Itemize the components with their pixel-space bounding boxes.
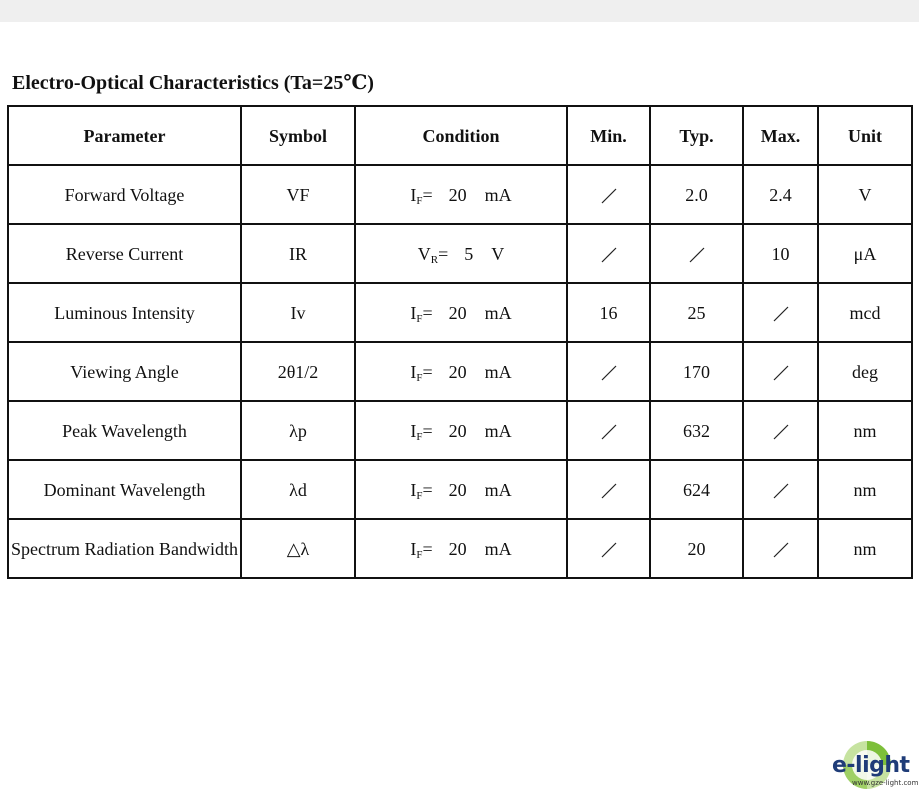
condition-symbol-subscript: F: [416, 548, 423, 561]
condition-symbol-subscript: R: [430, 253, 439, 266]
condition-unit: mA: [484, 420, 512, 441]
max-cell: [743, 342, 818, 401]
condition-symbol-letter: I: [410, 184, 417, 205]
header-typ: Typ.: [650, 106, 743, 165]
min-cell: [567, 519, 650, 578]
parameter-cell: Viewing Angle: [8, 342, 241, 401]
condition-unit: mA: [484, 361, 512, 382]
min-cell: [567, 460, 650, 519]
typ-cell: 624: [650, 460, 743, 519]
condition-unit: V: [491, 243, 505, 264]
condition-equals: =: [422, 420, 433, 441]
condition-symbol-letter: I: [410, 420, 417, 441]
min-cell: [567, 224, 650, 283]
unit-cell: V: [818, 165, 912, 224]
unit-cell: deg: [818, 342, 912, 401]
header-min: Min.: [567, 106, 650, 165]
typ-cell: 2.0: [650, 165, 743, 224]
condition-unit: mA: [484, 538, 512, 559]
min-cell: 16: [567, 283, 650, 342]
condition-unit: mA: [484, 184, 512, 205]
condition-cell: [355, 165, 567, 224]
symbol-cell: IR: [241, 224, 355, 283]
top-bar: [0, 0, 919, 22]
condition-equals: =: [438, 243, 449, 264]
characteristics-table: [7, 105, 913, 579]
unit-cell: nm: [818, 401, 912, 460]
not-specified-mark: [601, 188, 617, 204]
condition-equals: =: [422, 361, 433, 382]
condition-expression: [410, 302, 511, 324]
not-specified-mark: [773, 365, 789, 381]
symbol-cell: λp: [241, 401, 355, 460]
max-cell: [743, 283, 818, 342]
condition-symbol: [410, 184, 422, 206]
condition-value: 5: [464, 243, 474, 264]
header-symbol: Symbol: [241, 106, 355, 165]
symbol-cell: VF: [241, 165, 355, 224]
condition-value: 20: [448, 184, 467, 205]
max-cell: [743, 519, 818, 578]
page-title: Electro-Optical Characteristics (Ta=25℃): [12, 72, 374, 94]
condition-symbol-subscript: F: [416, 371, 423, 384]
table-row: [8, 165, 912, 224]
not-specified-mark: [601, 365, 617, 381]
condition-equals: =: [422, 538, 433, 559]
condition-expression: [410, 538, 511, 560]
symbol-cell: Iv: [241, 283, 355, 342]
not-specified-mark: [773, 542, 789, 558]
unit-cell: nm: [818, 519, 912, 578]
condition-symbol: [410, 538, 422, 560]
condition-cell: [355, 283, 567, 342]
min-cell: [567, 342, 650, 401]
condition-symbol: [410, 302, 422, 324]
condition-symbol: [418, 243, 438, 265]
condition-cell: [355, 342, 567, 401]
symbol-cell: △λ: [241, 519, 355, 578]
min-cell: [567, 401, 650, 460]
symbol-cell: λd: [241, 460, 355, 519]
condition-value: 20: [448, 479, 467, 500]
condition-cell: [355, 460, 567, 519]
condition-value: 20: [448, 420, 467, 441]
condition-equals: =: [422, 479, 433, 500]
parameter-cell: Forward Voltage: [8, 165, 241, 224]
condition-equals: =: [422, 302, 433, 323]
condition-unit: mA: [484, 302, 512, 323]
unit-cell: μA: [818, 224, 912, 283]
condition-equals: =: [422, 184, 433, 205]
unit-cell: mcd: [818, 283, 912, 342]
condition-cell: [355, 224, 567, 283]
condition-symbol: [410, 361, 422, 383]
not-specified-mark: [773, 306, 789, 322]
max-cell: [743, 401, 818, 460]
table-row: [8, 519, 912, 578]
typ-cell: 632: [650, 401, 743, 460]
condition-symbol-letter: I: [410, 361, 417, 382]
symbol-cell: 2θ1/2: [241, 342, 355, 401]
condition-cell: [355, 519, 567, 578]
table-body: [8, 165, 912, 578]
table-row: [8, 342, 912, 401]
condition-symbol: [410, 479, 422, 501]
condition-symbol-subscript: F: [416, 312, 423, 325]
typ-cell: 170: [650, 342, 743, 401]
max-cell: 2.4: [743, 165, 818, 224]
condition-symbol-subscript: F: [416, 194, 423, 207]
condition-expression: [418, 243, 505, 265]
table-row: [8, 401, 912, 460]
condition-symbol: [410, 420, 422, 442]
header-parameter: Parameter: [8, 106, 241, 165]
min-cell: [567, 165, 650, 224]
not-specified-mark: [689, 247, 705, 263]
condition-expression: [410, 420, 511, 442]
condition-cell: [355, 401, 567, 460]
parameter-cell: Luminous Intensity: [8, 283, 241, 342]
typ-cell: 25: [650, 283, 743, 342]
condition-unit: mA: [484, 479, 512, 500]
not-specified-mark: [601, 247, 617, 263]
table-row: [8, 283, 912, 342]
condition-expression: [410, 361, 511, 383]
table-row: [8, 460, 912, 519]
parameter-cell: Dominant Wavelength: [8, 460, 241, 519]
condition-symbol-subscript: F: [416, 430, 423, 443]
condition-expression: [410, 184, 511, 206]
header-unit: Unit: [818, 106, 912, 165]
unit-cell: nm: [818, 460, 912, 519]
table-row: [8, 224, 912, 283]
parameter-cell: Spectrum Radiation Bandwidth: [8, 519, 241, 578]
condition-symbol-letter: I: [410, 538, 417, 559]
not-specified-mark: [773, 424, 789, 440]
parameter-cell: Peak Wavelength: [8, 401, 241, 460]
header-condition: Condition: [355, 106, 567, 165]
condition-symbol-subscript: F: [416, 489, 423, 502]
not-specified-mark: [601, 542, 617, 558]
max-cell: 10: [743, 224, 818, 283]
typ-cell: 20: [650, 519, 743, 578]
not-specified-mark: [601, 424, 617, 440]
logo-text: e-light: [832, 753, 910, 778]
not-specified-mark: [773, 483, 789, 499]
e-light-logo: [832, 734, 919, 798]
condition-expression: [410, 479, 511, 501]
condition-symbol-letter: V: [417, 243, 431, 264]
condition-value: 20: [448, 361, 467, 382]
typ-cell: [650, 224, 743, 283]
not-specified-mark: [601, 483, 617, 499]
parameter-cell: Reverse Current: [8, 224, 241, 283]
condition-symbol-letter: I: [410, 302, 417, 323]
table-header-row: [8, 106, 912, 165]
max-cell: [743, 460, 818, 519]
condition-value: 20: [448, 302, 467, 323]
condition-symbol-letter: I: [410, 479, 417, 500]
header-max: Max.: [743, 106, 818, 165]
condition-value: 20: [448, 538, 467, 559]
logo-url: www.gze-light.com: [852, 779, 919, 787]
